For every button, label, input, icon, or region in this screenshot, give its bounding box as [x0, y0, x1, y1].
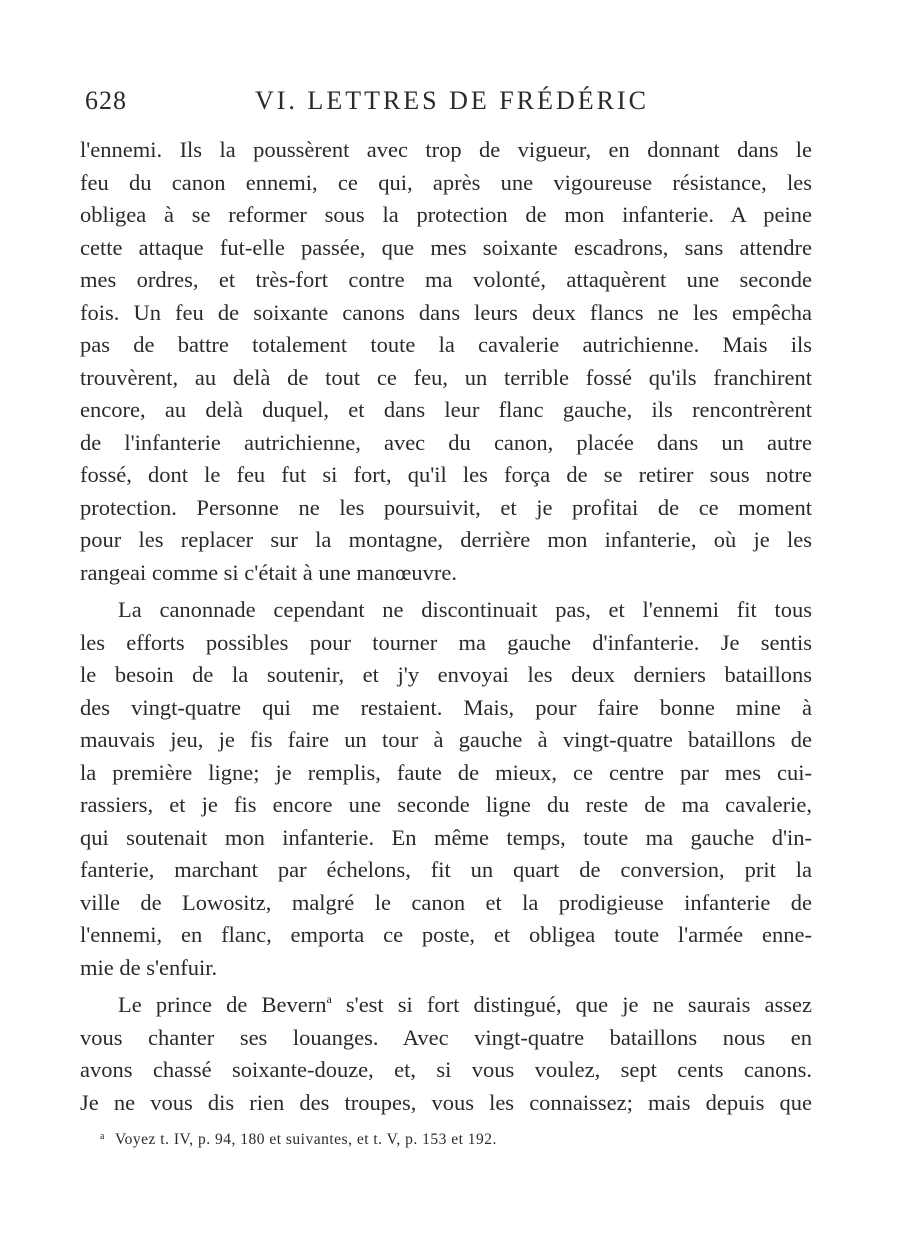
text-line: le besoin de la soutenir, et j'y envoyai les deux derniers bataillons	[80, 662, 812, 687]
text-line: rangeai comme si c'était à une manœuvre.	[80, 559, 458, 585]
text-line: pour les replacer sur la montagne, derrière mon infanterie, où je les	[80, 527, 812, 552]
text-run: Le prince de Bevern	[118, 992, 327, 1017]
text-line: mauvais jeu, je fis faire un tour à gauche à vingt-quatre bataillons de	[80, 727, 812, 752]
text-line: cette attaque fut-elle passée, que mes soixante escadrons, sans attendre	[80, 234, 812, 260]
text-line: mie de s'enfuir.	[80, 954, 218, 980]
text-line: ville de Lowositz, malgré le canon et la prodigieuse infanterie de	[80, 889, 812, 915]
paragraph-2	[80, 594, 812, 984]
page-number: 628	[85, 86, 127, 115]
text-line: vous chanter ses louanges. Avec vingt-quatre bataillons nous en	[80, 1024, 812, 1050]
body-text	[80, 134, 812, 1119]
text-line: avons chassé soixante-douze, et, si vous voulez, sept cents canons.	[80, 1057, 812, 1082]
text-line: pas de battre totalement toute la cavalerie autrichienne. Mais ils	[80, 332, 812, 357]
footnote-text: Voyez t. IV, p. 94, 180 et suivantes, et t. V, p. 153 et 192.	[114, 1131, 497, 1148]
text-line: mes ordres, et très-fort contre ma volonté, attaquèrent une seconde	[80, 267, 812, 292]
footnote-reference: a	[326, 992, 332, 1006]
text-run: s'est si fort distingué, que je ne saurais assez	[331, 992, 812, 1017]
text-line: les efforts possibles pour tourner ma gauche d'infanterie. Je sentis	[80, 629, 812, 655]
text-line: qui soutenait mon infanterie. En même temps, toute ma gauche d'in-	[80, 824, 812, 850]
text-line: La canonnade cependant ne discontinuait pas, et l'ennemi fit tous	[118, 597, 812, 622]
paragraph-1	[80, 134, 812, 589]
text-line: rassiers, et je fis encore une seconde ligne du reste de ma cavalerie,	[80, 792, 812, 817]
text-line: Je ne vous dis rien des troupes, vous les connaissez; mais depuis que	[80, 1089, 812, 1115]
text-line: fois. Un feu de soixante canons dans leurs deux flancs ne les empêcha	[80, 299, 812, 325]
text-line: protection. Personne ne les poursuivit, et je profitai de ce moment	[80, 494, 812, 520]
text-line: trouvèrent, au delà de tout ce feu, un terrible fossé qu'ils franchirent	[80, 364, 812, 390]
text-line: obligea à se reformer sous la protection de mon infanterie. A peine	[80, 202, 812, 227]
text-line: l'ennemi, en flanc, emporta ce poste, et obligea toute l'armée enne-	[80, 922, 812, 947]
footnote-marker: a	[100, 1131, 105, 1142]
text-line	[80, 989, 812, 1022]
text-line: encore, au delà duquel, et dans leur flanc gauche, ils rencontrèrent	[80, 397, 812, 422]
text-line: fossé, dont le feu fut si fort, qu'il les força de se retirer sous notre	[80, 462, 812, 487]
running-title: VI. LETTRES DE FRÉDÉRIC	[255, 86, 649, 115]
page-header	[80, 86, 840, 126]
text-line: des vingt-quatre qui me restaient. Mais, pour faire bonne mine à	[80, 694, 812, 720]
text-line: feu du canon ennemi, ce qui, après une vigoureuse résistance, les	[80, 169, 812, 195]
text-line: l'ennemi. Ils la poussèrent avec trop de vigueur, en donnant dans le	[80, 137, 812, 162]
paragraph-3	[80, 989, 812, 1119]
text-line: de l'infanterie autrichienne, avec du canon, placée dans un autre	[80, 429, 812, 455]
text-line: fanterie, marchant par échelons, fit un quart de conversion, prit la	[80, 857, 812, 882]
footnote	[100, 1131, 497, 1149]
text-line: la première ligne; je remplis, faute de mieux, ce centre par mes cui-	[80, 759, 812, 785]
